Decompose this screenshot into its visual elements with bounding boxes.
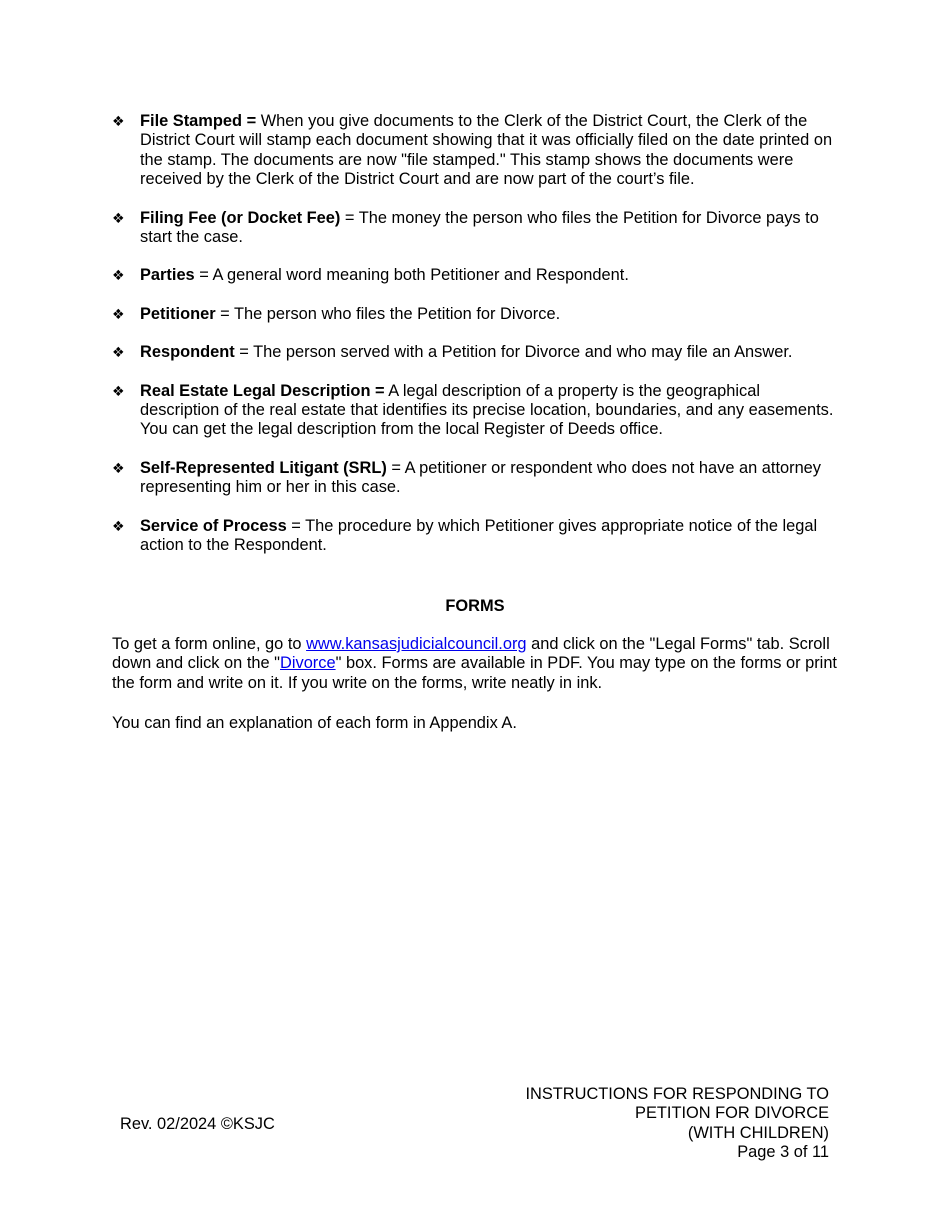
definition-item [112,382,842,440]
diamond-bullet-icon: ❖ [112,267,125,284]
definitions-list [112,112,842,575]
definition-term: Service of Process [140,516,287,535]
footer-title-line-2: PETITION FOR DIVORCE [635,1104,829,1123]
appendix-paragraph: You can find an explanation of each form in Appendix A. [112,714,517,732]
definition-text: = A general word meaning both Petitioner and Respondent. [194,266,629,285]
definition-item [112,459,842,498]
kansas-judicial-council-link[interactable]: www.kansasjudicialcouncil.org [306,635,527,653]
definition-item [112,305,842,324]
diamond-bullet-icon: ❖ [112,344,125,361]
definition-term: File Stamped = [140,112,257,130]
definition-text: = A petitioner or respondent who does not have an attorney representing him or her in this case. [140,458,821,497]
definition-term: Real Estate Legal Description = [140,381,385,400]
footer-title-block [525,1085,829,1163]
definition-term: Parties [140,266,195,285]
definition-item [112,209,842,248]
footer-title-line-3: (WITH CHILDREN) [687,1123,829,1142]
definition-term: Respondent [140,343,235,362]
diamond-bullet-icon: ❖ [112,517,125,534]
forms-paragraph [112,635,842,693]
definition-text: = The money the person who files the Petition for Divorce pays to start the case. [140,208,819,247]
definition-text: = The procedure by which Petitioner gives appropriate notice of the legal action to the Respondent. [140,516,818,555]
definition-text: A legal description of a property is the geographical description of the real estate that identifies its precise location, boundaries, and any easements. You can get the legal description from the local Register of Deeds office. [140,381,834,439]
diamond-bullet-icon: ❖ [112,209,125,226]
revision-note: Rev. 02/2024 ©KSJC [120,1115,275,1133]
definition-text: = The person who files the Petition for Divorce. [215,304,561,323]
definition-text: When you give documents to the Clerk of the District Court, the Clerk of the District Court will stamp each document showing that it was officially filed on the date printed on the stamp. The documents are now "file stamped." This stamp shows the documents were received by the Clerk of the District Court and are now part of the court’s file. [140,112,833,189]
footer-title-line-1: INSTRUCTIONS FOR RESPONDING TO [525,1085,829,1103]
forms-text-a: To get a form online, go to [112,635,307,653]
diamond-bullet-icon: ❖ [112,113,125,129]
definition-item [112,517,842,556]
definition-term: Filing Fee (or Docket Fee) [140,208,341,227]
forms-text-b: and click on the "Legal Forms" tab. Scroll down and click on the " [112,635,830,673]
definition-term: Self-Represented Litigant (SRL) [140,458,387,477]
forms-heading: FORMS [445,597,505,615]
definition-item [112,112,842,190]
page-number: Page 3 of 11 [737,1143,829,1162]
divorce-link[interactable]: Divorce [280,654,336,673]
diamond-bullet-icon: ❖ [112,459,125,476]
diamond-bullet-icon: ❖ [112,305,125,322]
forms-text-c: " box. Forms are available in PDF. You may type on the forms or print the form and write on it. If you write on the forms, write neatly in ink. [112,654,837,692]
definition-text: = The person served with a Petition for Divorce and who may file an Answer. [234,343,793,362]
definition-item [112,266,842,285]
diamond-bullet-icon: ❖ [112,382,125,399]
definition-item [112,343,842,362]
definition-term: Petitioner [140,304,216,323]
